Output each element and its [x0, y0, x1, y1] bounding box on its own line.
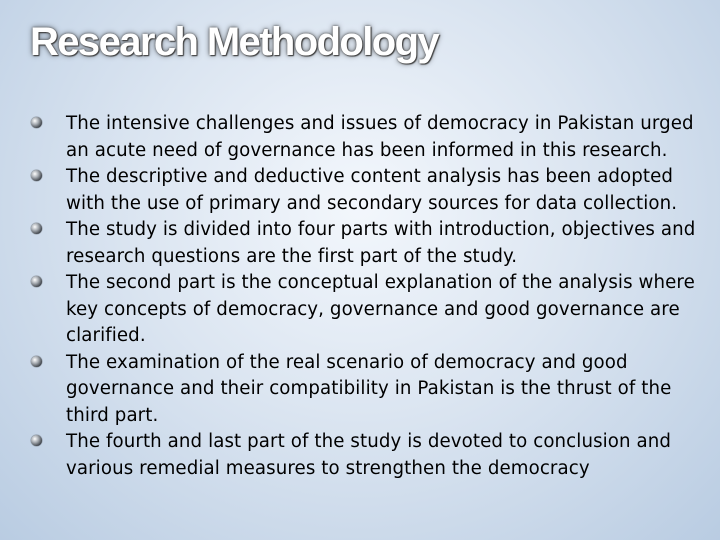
slide-title: Research Methodology: [30, 20, 439, 64]
bullet-icon: [31, 223, 42, 234]
bullet-text: The intensive challenges and issues of democracy in Pakistan urged an acute need of governance has been informed in this research.: [66, 113, 694, 161]
bullet-item: [0, 270, 720, 350]
bullet-icon: [31, 435, 42, 446]
bullet-item: [0, 164, 720, 217]
bullet-icon: [31, 356, 42, 367]
bullet-icon: [31, 170, 42, 181]
bullet-item: [0, 111, 720, 164]
bullet-text: The examination of the real scenario of democracy and good governance and their compatibility in Pakistan is the thrust of the third part.: [66, 351, 672, 426]
bullet-item: [0, 350, 720, 430]
bullet-text: The study is divided into four parts with introduction, objectives and research questions are the first part of the study.: [66, 219, 696, 267]
bullet-item: [0, 217, 720, 270]
bullet-item: [0, 429, 720, 482]
bullet-icon: [31, 117, 42, 128]
bullet-text: The descriptive and deductive content analysis has been adopted with the use of primary and secondary sources for data collection.: [66, 166, 678, 214]
bullet-text: The fourth and last part of the study is devoted to conclusion and various remedial measures to strengthen the democracy: [66, 431, 672, 479]
bullet-icon: [31, 276, 42, 287]
bullet-text: The second part is the conceptual explanation of the analysis where key concepts of democracy, governance and good governance are clarified.: [66, 272, 695, 346]
bullet-list: [0, 111, 720, 482]
